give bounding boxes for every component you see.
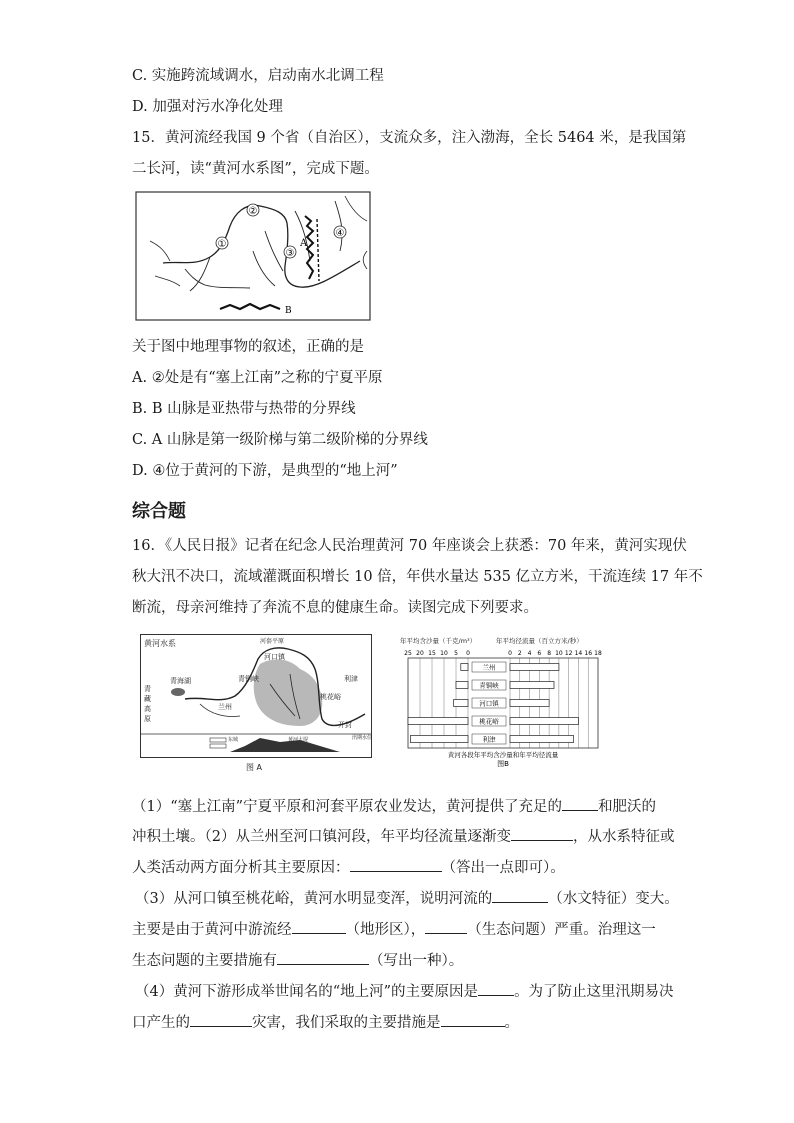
station-label: 河口镇 bbox=[479, 699, 499, 708]
left-tick-label: 15 bbox=[428, 650, 436, 657]
runoff-bar bbox=[510, 682, 554, 689]
answer-blank-8[interactable] bbox=[478, 981, 514, 996]
left-tick-label: 25 bbox=[404, 650, 412, 657]
fig-a-place-qingtongxia: 青铜峡 bbox=[238, 675, 259, 683]
fig-a-place-yuan: 原 bbox=[144, 715, 151, 723]
right-tick-label: 16 bbox=[584, 650, 593, 657]
map-label-2: ② bbox=[248, 206, 258, 217]
fig-a-profile-label-1: 东城 bbox=[228, 737, 239, 743]
q14-option-d: D. 加强对污水净化处理 bbox=[132, 99, 283, 115]
q16-stem-line3: 断流，母亲河维持了奔流不息的健康生命。读图完成下列要求。 bbox=[132, 600, 538, 616]
q16-p1-line3-text: 人类活动两方面分析其主要原因： bbox=[132, 860, 350, 876]
q16-p4-line1-end: 。为了防止这里汛期易决 bbox=[514, 984, 674, 1000]
answer-blank-3[interactable] bbox=[350, 857, 442, 872]
section-title: 综合题 bbox=[132, 501, 186, 522]
q16-p1-line1 bbox=[132, 796, 656, 817]
q16-p3-line1 bbox=[135, 888, 679, 909]
station-label: 兰州 bbox=[482, 663, 496, 672]
sediment-bar bbox=[456, 682, 468, 689]
q16-p3-line2-end: （生态问题）严重。治理这一 bbox=[467, 922, 656, 938]
fig-a-title: 黄河水系 bbox=[144, 639, 176, 648]
q16-p1-line1-end: 和肥沃的 bbox=[598, 799, 657, 815]
right-tick-label: 12 bbox=[564, 650, 573, 657]
right-tick-label: 4 bbox=[527, 650, 532, 657]
q16-p3-line3-text: 生态问题的主要措施有 bbox=[132, 953, 277, 969]
sediment-bar bbox=[454, 700, 468, 707]
q16-p4-line1-text: （4）黄河下游形成举世闻名的“地上河”的主要原因是 bbox=[135, 984, 479, 1000]
right-tick-label: 2 bbox=[517, 650, 522, 657]
q14-option-c: C. 实施跨流域调水，启动南水北调工程 bbox=[132, 68, 384, 84]
station-label: 青铜峡 bbox=[479, 681, 499, 690]
fig-a-place-hetao: 河套平原 bbox=[260, 638, 285, 645]
answer-blank-4[interactable] bbox=[492, 888, 548, 903]
q16-p3-line3 bbox=[132, 950, 463, 971]
q16-p3-line1-text: （3）从河口镇至桃花峪，黄河水明显变浑，说明河流的 bbox=[135, 891, 493, 907]
answer-blank-9[interactable] bbox=[190, 1012, 252, 1027]
q15-map-figure bbox=[135, 191, 371, 321]
figure-b bbox=[400, 636, 606, 770]
q16-p4-line2-mid: 灾害，我们采取的主要措施是 bbox=[252, 1015, 441, 1031]
right-tick-label: 0 bbox=[508, 650, 512, 657]
answer-blank-10[interactable] bbox=[441, 1012, 505, 1027]
left-tick-label: 0 bbox=[466, 650, 470, 657]
fig-a-place-zang: 藏 bbox=[144, 695, 151, 703]
fig-a-place-gao: 高 bbox=[144, 705, 151, 713]
left-tick-label: 5 bbox=[454, 650, 458, 657]
yellow-river-system-map bbox=[135, 191, 371, 321]
right-tick-label: 10 bbox=[555, 650, 563, 657]
q16-p3-line2 bbox=[132, 919, 656, 940]
fig-a-place-hekouzhen: 河口镇 bbox=[264, 653, 285, 661]
q15-stem-line2: 二长河，读“黄河水系图”，完成下题。 bbox=[132, 161, 379, 177]
sediment-runoff-chart bbox=[400, 644, 606, 768]
q16-p1-line2 bbox=[132, 826, 674, 847]
map-label-b: B bbox=[285, 306, 292, 316]
left-tick-label: 10 bbox=[440, 650, 448, 657]
fig-a-profile-label-3: 汛期水位 bbox=[352, 735, 373, 741]
left-tick-label: 20 bbox=[416, 650, 424, 657]
q16-p1-line2-end: ，从水系特征或 bbox=[572, 829, 675, 845]
fig-b-right-header: 年平均径流量（百立方米/秒） bbox=[496, 637, 583, 645]
q16-p3-line2-mid: （地形区）， bbox=[345, 922, 426, 938]
sediment-bar bbox=[461, 664, 468, 671]
q16-p4-line2-text: 口产生的 bbox=[132, 1015, 190, 1031]
right-tick-label: 8 bbox=[547, 650, 552, 657]
chart-bottom-caption: 黄河各段年平均含沙量和年平均径流量 bbox=[447, 751, 559, 759]
q15-option-d: D. ④位于黄河的下游，是典型的“地上河” bbox=[132, 463, 398, 479]
answer-blank-5[interactable] bbox=[292, 919, 346, 934]
fig-a-caption: 图 A bbox=[246, 763, 263, 772]
runoff-bar bbox=[510, 736, 574, 743]
q16-p1-line1-text: （1）“塞上江南”宁夏平原和河套平原农业发达，黄河提供了充足的 bbox=[132, 799, 563, 815]
q16-p3-line1-end: （水文特征）变大。 bbox=[548, 891, 679, 907]
sediment-bar bbox=[408, 718, 468, 725]
map-label-a: A bbox=[300, 238, 308, 249]
q16-p1-line3 bbox=[132, 857, 565, 878]
chart-caption: 图B bbox=[497, 760, 509, 768]
q16-p1-line2-text: 冲积土壤。（2）从兰州至河口镇河段，年平均径流量逐渐变 bbox=[132, 829, 511, 845]
answer-blank-1[interactable] bbox=[562, 796, 598, 811]
q16-p3-line3-end: （写出一种）。 bbox=[369, 953, 464, 969]
fig-a-place-kaifeng: 开封 bbox=[338, 721, 352, 729]
right-tick-label: 14 bbox=[574, 650, 583, 657]
map-label-4: ④ bbox=[335, 228, 345, 239]
q16-p4-line1 bbox=[135, 981, 674, 1002]
q15-option-a: A. ②处是有“塞上江南”之称的宁夏平原 bbox=[132, 370, 383, 386]
q15-question: 关于图中地理事物的叙述，正确的是 bbox=[132, 339, 364, 355]
station-label: 桃花峪 bbox=[479, 717, 499, 726]
fig-a-place-lijin: 利津 bbox=[344, 675, 358, 683]
right-tick-label: 18 bbox=[594, 650, 602, 657]
runoff-bar bbox=[510, 718, 578, 725]
right-tick-label: 6 bbox=[537, 650, 542, 657]
answer-blank-7[interactable] bbox=[277, 950, 369, 965]
fig-a-profile-label-2: 黄河大堤 bbox=[288, 737, 309, 743]
figure-a bbox=[140, 634, 372, 772]
station-label: 利津 bbox=[482, 735, 496, 744]
q16-stem-line2: 秋大汛不决口，流域灌溉面积增长 10 倍，年供水量达 535 亿立方米，干流连续 17 年不 bbox=[132, 569, 703, 585]
q16-p4-line2-end: 。 bbox=[504, 1015, 519, 1031]
fig-a-place-taohuayu: 桃花峪 bbox=[320, 693, 341, 701]
q15-stem-line1: 15．黄河流经我国 9 个省（自治区），支流众多，注入渤海，全长 5464 米，是我国第 bbox=[132, 130, 687, 146]
runoff-bar bbox=[510, 664, 559, 671]
map-label-3: ③ bbox=[285, 248, 295, 259]
fig-a-place-lanzhou: 兰州 bbox=[218, 703, 232, 711]
answer-blank-2[interactable] bbox=[511, 826, 573, 841]
q15-option-c: C. A 山脉是第一级阶梯与第二级阶梯的分界线 bbox=[132, 432, 428, 448]
q16-p4-line2 bbox=[132, 1012, 519, 1033]
answer-blank-6[interactable] bbox=[425, 919, 467, 934]
q16-p3-line2-text: 主要是由于黄河中游流经 bbox=[132, 922, 292, 938]
fig-b-left-header: 年平均含沙量（千克/m³） bbox=[400, 637, 477, 645]
fig-a-place-qing: 青 bbox=[144, 685, 151, 693]
fig-a-place-qinghaihu: 青海湖 bbox=[170, 677, 191, 685]
sediment-bar bbox=[410, 736, 468, 743]
q15-option-b: B. B 山脉是亚热带与热带的分界线 bbox=[132, 401, 356, 417]
q16-stem-line1: 16．《人民日报》记者在纪念人民治理黄河 70 年座谈会上获悉：70 年来，黄河实现伏 bbox=[132, 538, 687, 554]
runoff-bar bbox=[510, 700, 549, 707]
map-label-1: ① bbox=[217, 239, 227, 250]
q16-p1-line3-end: （答出一点即可）。 bbox=[441, 860, 565, 876]
